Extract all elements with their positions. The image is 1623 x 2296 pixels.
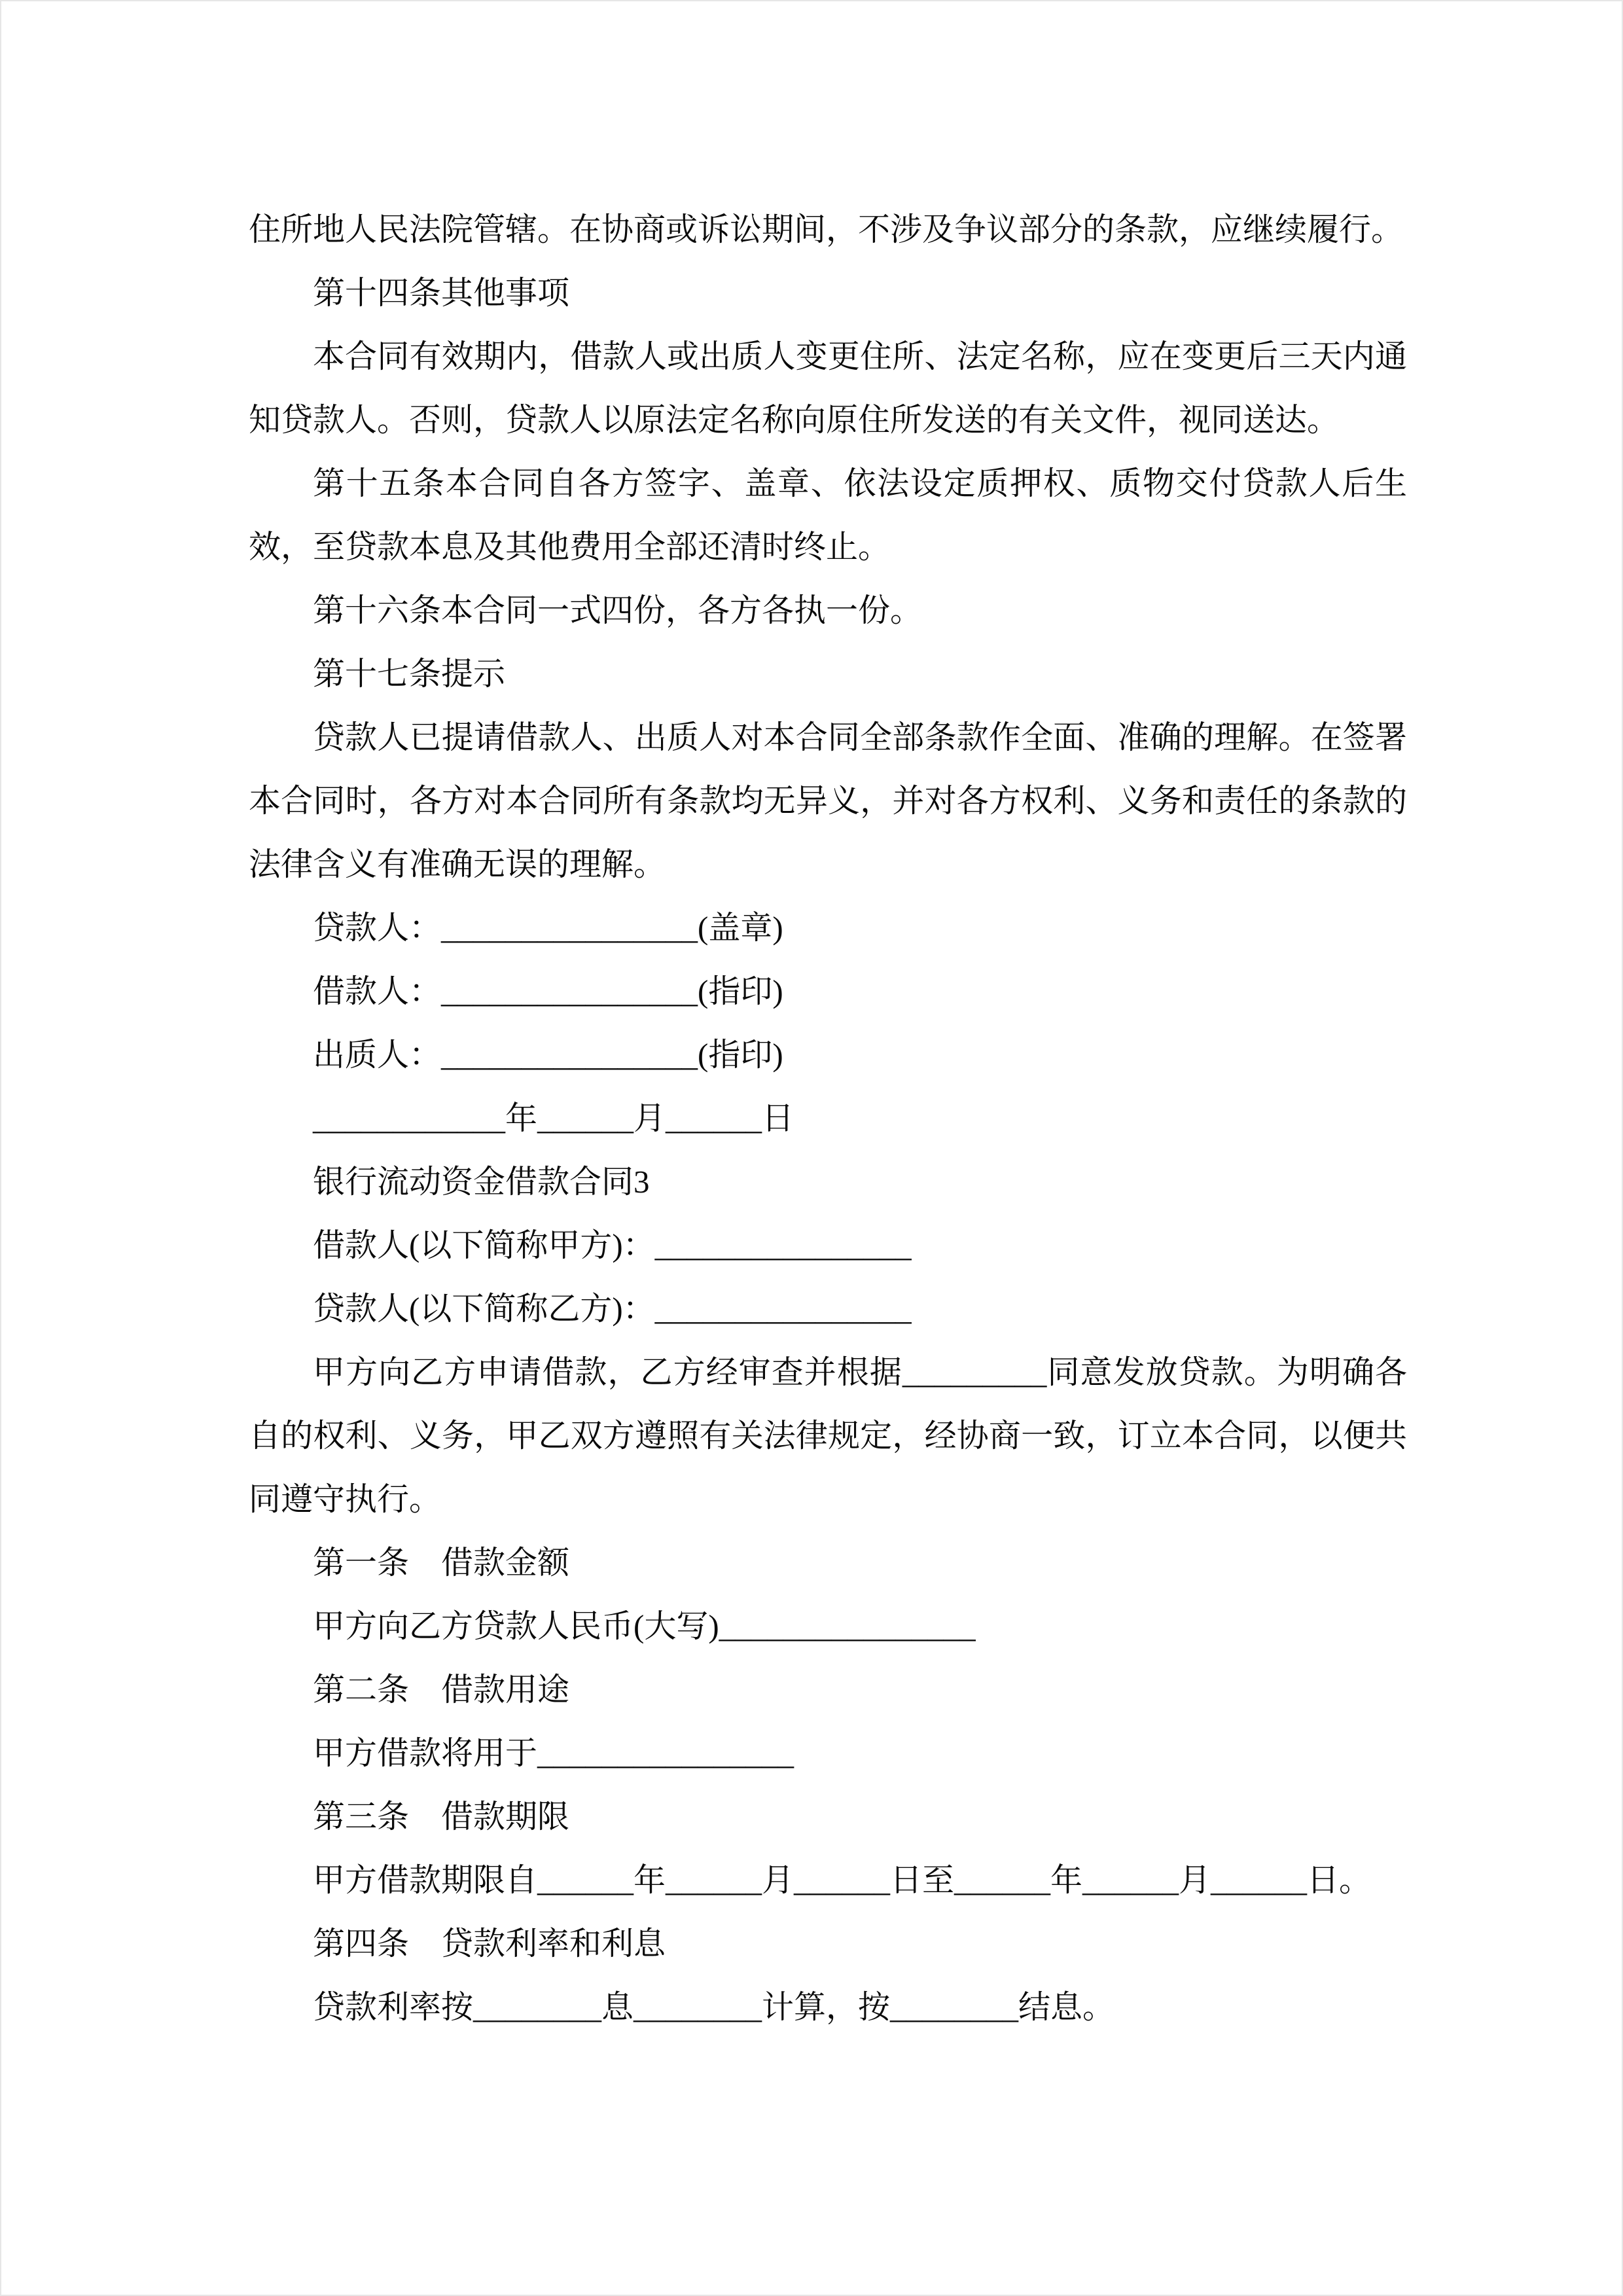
article-3-heading: 第三条 借款期限 <box>313 1799 570 1835</box>
article-1-heading: 第一条 借款金额 <box>313 1545 570 1581</box>
article-4-body: 贷款利率按________息________计算，按________结息。 <box>313 1989 1115 2025</box>
clause-17-heading: 第十七条提示 <box>313 656 506 692</box>
party-a-line: 借款人(以下简称甲方)：________________ <box>313 1227 912 1263</box>
clause-17-body: 贷款人已提请借款人、出质人对本合同全部条款作全面、准确的理解。在签署本合同时，各方对本合同所有条款均无异义，并对各方权利、义务和责任的条款的法律含义有准确无误的理解。 <box>249 719 1407 882</box>
article-2-body: 甲方借款将用于________________ <box>313 1735 794 1771</box>
contract-3-preamble: 甲方向乙方申请借款，乙方经审查并根据_________同意发放贷款。为明确各自的权利、义务，甲乙双方遵照有关法律规定，经协商一致，订立本合同，以便共同遵守执行。 <box>249 1354 1407 1517</box>
signature-borrower-line: 借款人：________________(指印) <box>313 973 783 1009</box>
article-3-body: 甲方借款期限自______年______月______日至______年______月______日。 <box>313 1862 1372 1898</box>
contract-3-title: 银行流动资金借款合同3 <box>313 1164 650 1200</box>
signature-date-line: ____________年______月______日 <box>313 1100 794 1136</box>
article-1-body: 甲方向乙方贷款人民币(大写)________________ <box>313 1608 976 1644</box>
clause-13-continuation: 住所地人民法院管辖。在协商或诉讼期间，不涉及争议部分的条款，应继续履行。 <box>249 211 1404 247</box>
signature-pledgor-line: 出质人：________________(指印) <box>313 1037 783 1073</box>
clause-15: 第十五条本合同自各方签字、盖章、依法设定质押权、质物交付贷款人后生效，至贷款本息及其他费用全部还清时终止。 <box>249 465 1407 565</box>
clause-14-heading: 第十四条其他事项 <box>313 275 570 311</box>
article-2-heading: 第二条 借款用途 <box>313 1672 570 1708</box>
clause-14-body: 本合同有效期内，借款人或出质人变更住所、法定名称，应在变更后三天内通知贷款人。否则，贷款人以原法定名称向原住所发送的有关文件，视同送达。 <box>249 338 1407 438</box>
clause-16: 第十六条本合同一式四份，各方各执一份。 <box>313 592 923 628</box>
signature-lender-line: 贷款人：________________(盖章) <box>313 910 783 946</box>
document-body <box>249 198 1407 2039</box>
party-b-line: 贷款人(以下简称乙方)：________________ <box>313 1291 912 1327</box>
article-4-heading: 第四条 贷款利率和利息 <box>313 1926 666 1962</box>
